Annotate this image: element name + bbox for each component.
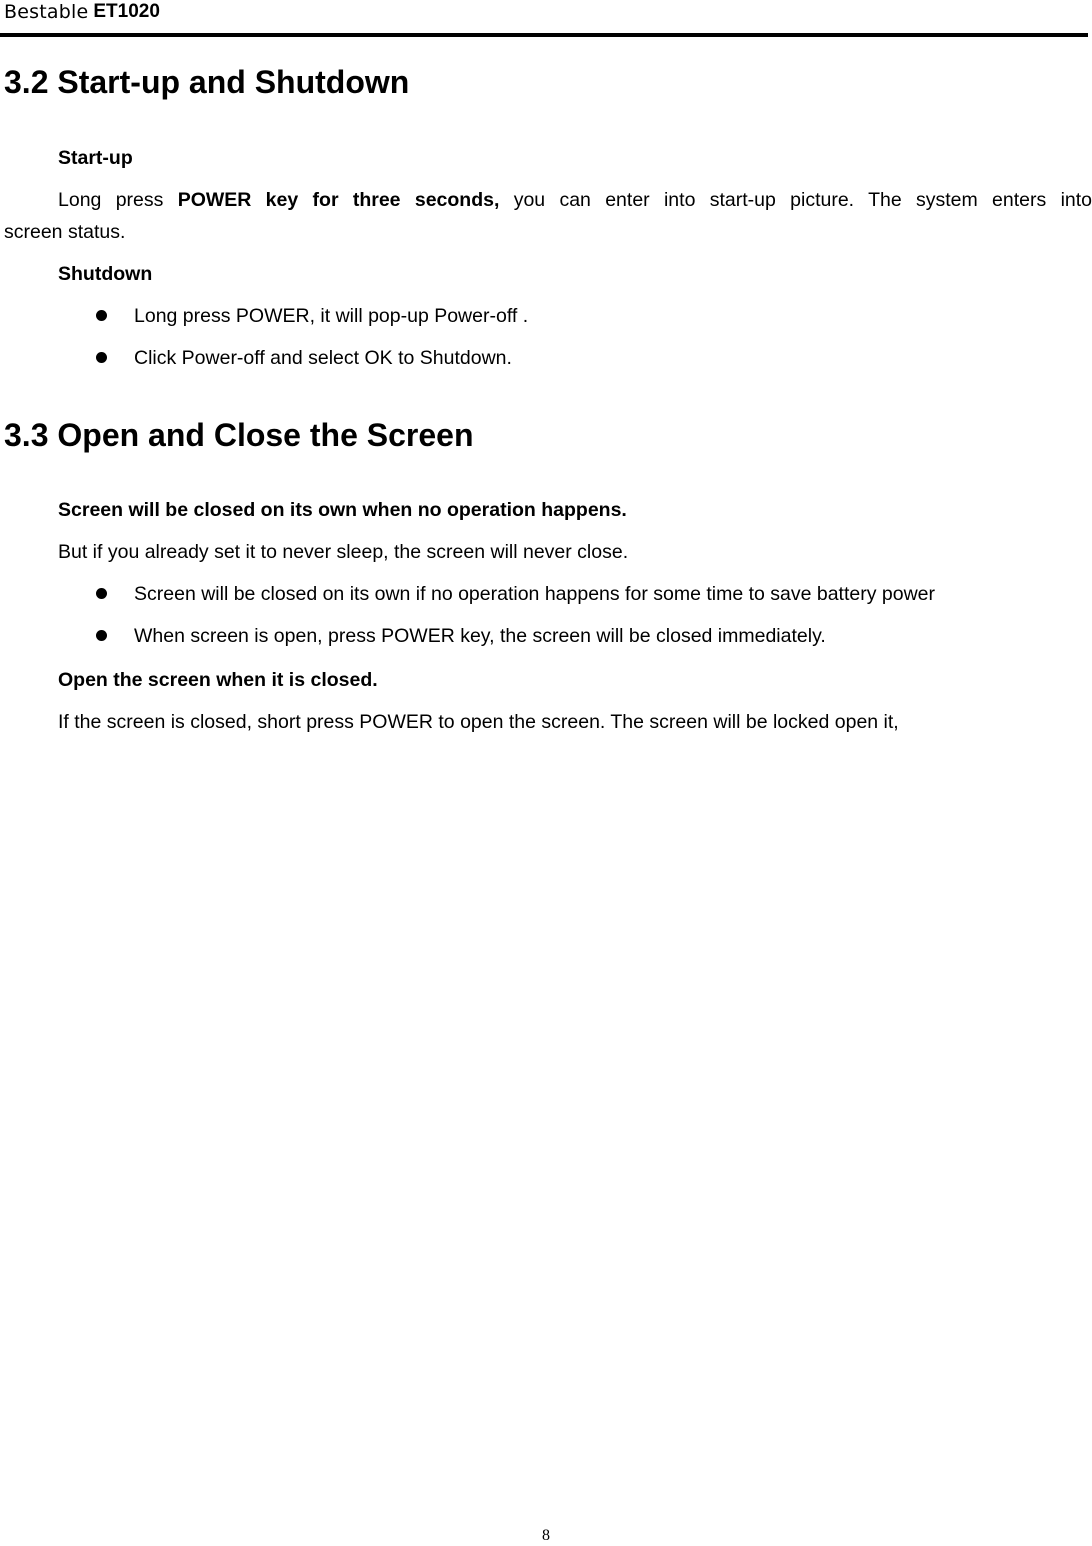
model-name: ET1020 [93,1,160,22]
bullet-icon [96,588,107,599]
page-number: 8 [542,1527,550,1544]
page-header [4,0,160,24]
section-heading-startup-shutdown: 3.2 Start-up and Shutdown [4,64,410,100]
bullet-icon [96,310,107,321]
shutdown-bullet-1: Long press POWER, it will pop-up Power-off . [134,305,529,327]
subheading-open-screen: Open the screen when it is closed. [58,669,378,691]
brand-name: Bestable [4,1,89,23]
subheading-startup: Start-up [58,147,133,169]
paragraph-never-sleep: But if you already set it to never sleep, the screen will never close. [58,541,629,563]
header-divider [0,33,1088,37]
shutdown-bullet-2: Click Power-off and select OK to Shutdown. [134,347,512,369]
bullet-icon [96,630,107,641]
startup-text-prefix: Long press [58,189,178,211]
startup-paragraph-line-1 [58,188,1092,212]
subheading-shutdown: Shutdown [58,263,153,285]
screen-bullet-2: When screen is open, press POWER key, the screen will be closed immediately. [134,625,826,647]
startup-paragraph-line-2: screen status. [4,221,126,243]
startup-text-bold: POWER key for three seconds, [177,189,500,211]
bullet-icon [96,352,107,363]
screen-bullet-1: Screen will be closed on its own if no operation happens for some time to save battery power [134,583,936,605]
startup-text-suffix: you can enter into start-up picture. The system enters into [499,189,1092,211]
paragraph-open-screen: If the screen is closed, short press POWER to open the screen. The screen will be locked open it, [58,711,899,733]
section-heading-open-close-screen: 3.3 Open and Close the Screen [4,417,474,453]
subheading-screen-closed: Screen will be closed on its own when no operation happens. [58,499,627,521]
